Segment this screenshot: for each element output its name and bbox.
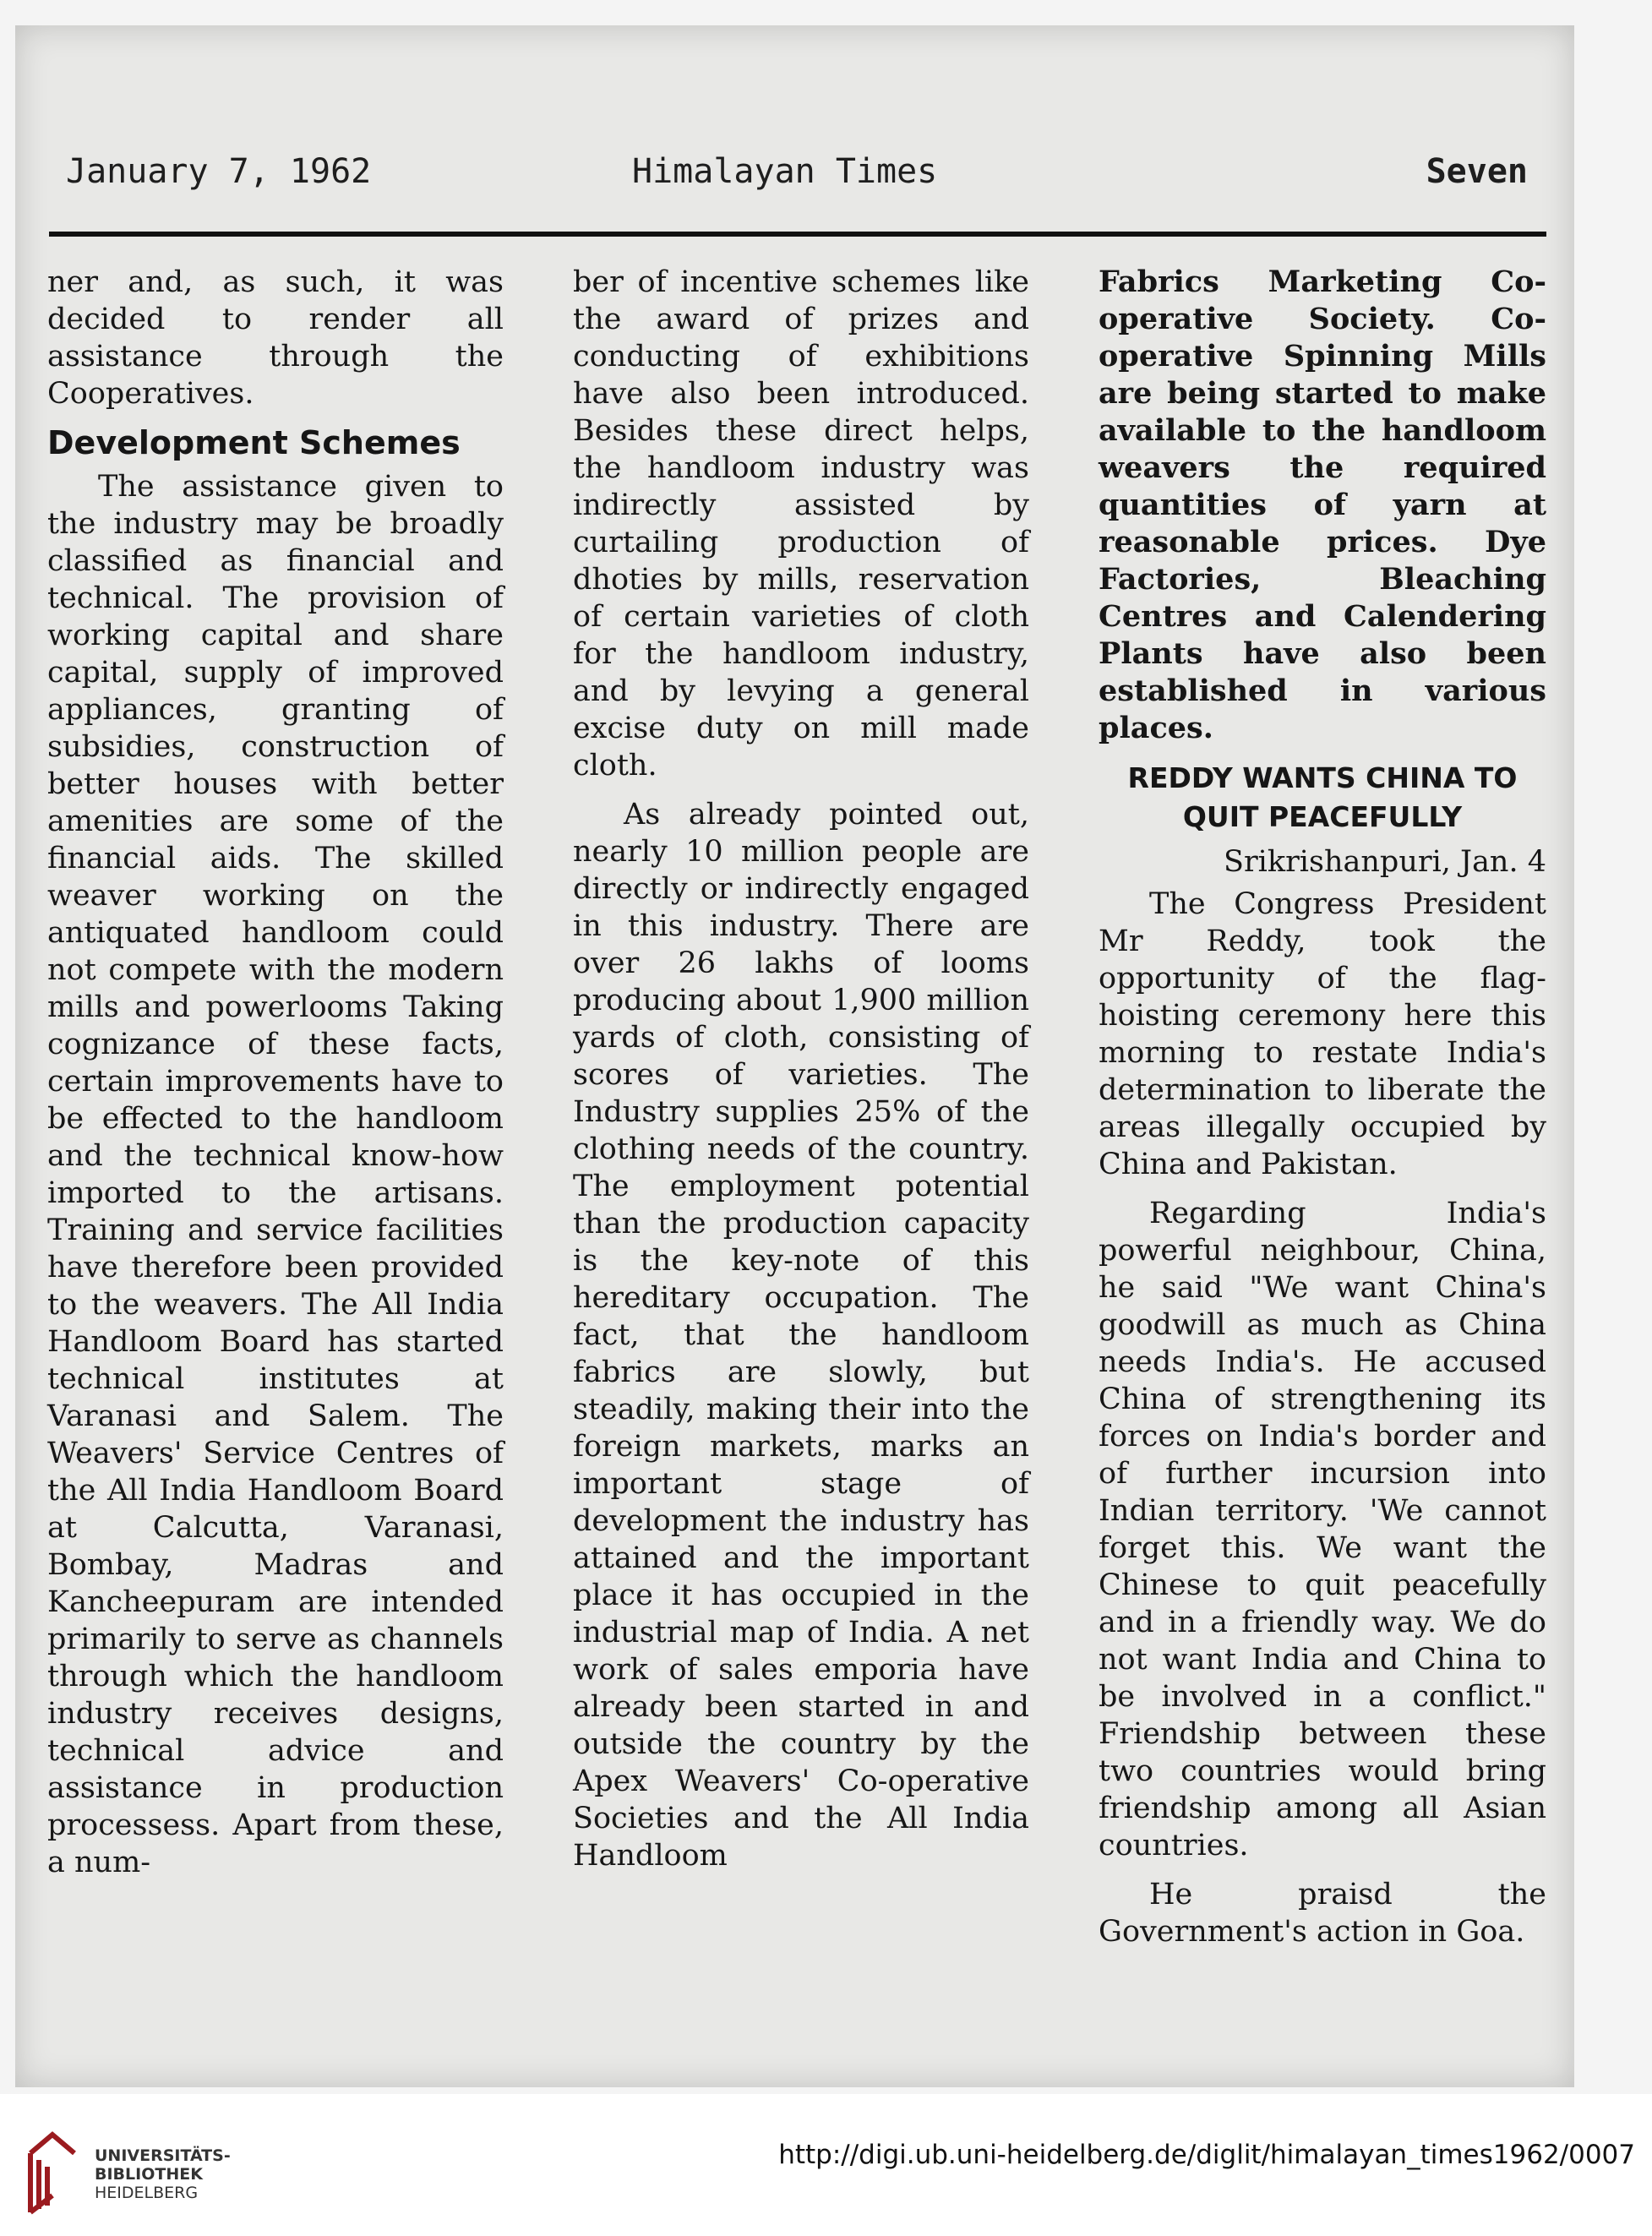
column-1-paragraph-1: ner and, as such, it was decided to render all assistance through the Cooperatives. bbox=[47, 265, 504, 411]
library-name bbox=[95, 2146, 231, 2202]
source-link[interactable]: http://digi.ub.uni-heidelberg.de/diglit/himalayan_times1962/0007 bbox=[778, 2140, 1635, 2170]
column-2 bbox=[573, 264, 1029, 1886]
library-name-line-2: BIBLIOTHEK bbox=[95, 2165, 203, 2184]
masthead bbox=[49, 135, 1536, 203]
column-3-paragraph-4: He praisd the Government's action in Goa. bbox=[1099, 1878, 1546, 1949]
article-headline bbox=[1099, 759, 1546, 837]
headline-line-1: REDDY WANTS CHINA TO bbox=[1127, 761, 1518, 794]
newspaper-name: Himalayan Times bbox=[632, 152, 938, 191]
column-1-paragraph-2: The assistance given to the industry may be broadly classified as financial and technical. The provision of working capital and share capital, supply of improved appliances, granting of subsidies, construction of better houses with better amenities are some of the financial aids. The skilled weaver working on the antiquated handloom could not compete with the modern mills and powerlooms Taking cognizance of these facts, certain improvements have to be effected to the handloom and the technical know-how imported to the artisans. Training and service facilities have therefore been provided to the weavers. The All India Handloom Board has started technical institutes at Varanasi and Salem. The Weavers' Service Centres of the All India Handloom Board at Calcutta, Varanasi, Bombay, Madras and Kancheepuram are intended primarily to serve as channels through which the handloom industry receives designs, technical advice and assistance in production processess. Apart from these, a num- bbox=[47, 470, 504, 1879]
headline-line-2: QUIT PEACEFULLY bbox=[1182, 800, 1463, 833]
column-2-paragraph-2: As already pointed out, nearly 10 million people are directly or indirectly engaged in this industry. There are over 26 lakhs of looms producing about 1,900 million yards of cloth, consisting of scores of varieties. The Industry supplies 25% of the clothing needs of the country. The employment potential than the production capacity is the key-note of this hereditary occupation. The fact, that the handloom fabrics are slowly, but steadily, making their into the foreign markets, marks an important stage of development the industry has attained and the important place it has occupied in the industrial map of India. A net work of sales emporia have already been started in and outside the country by the Apex Weavers' Co-operative Societies and the All India Handloom bbox=[573, 798, 1029, 1873]
issue-date: January 7, 1962 bbox=[66, 152, 372, 191]
newspaper-page bbox=[15, 25, 1574, 2087]
column-1 bbox=[47, 264, 504, 1893]
section-heading: Development Schemes bbox=[47, 424, 461, 461]
library-name-line-3: HEIDELBERG bbox=[95, 2184, 199, 2202]
library-logo-icon bbox=[19, 2128, 86, 2221]
masthead-rule bbox=[49, 232, 1546, 237]
column-3-paragraph-2: The Congress President Mr Reddy, took the opportunity of the flag-hoisting ceremony here this morning to restate India's determination to liberate the areas illegally occupied by China and Pakistan. bbox=[1099, 887, 1546, 1181]
column-3-paragraph-3: Regarding India's powerful neighbour, China, he said "We want China's goodwill as much as China needs India's. He accused China of strengthening its forces on India's border and of further incursion into Indian territory. 'We cannot forget this. We want the Chinese to quit peacefully and in a friendly way. We do not want India and China to be involved in a conflict." Friendship between these two countries would bring friendship among all Asian countries. bbox=[1099, 1197, 1546, 1862]
viewer-footer bbox=[0, 2116, 1652, 2236]
column-3 bbox=[1099, 264, 1546, 1962]
column-2-paragraph-1: ber of incentive schemes like the award of prizes and conducting of exhibitions have also been introduced. Besides these direct helps, the handloom industry was indirectly assisted by curtailing production of dhoties by mills, reservation of certain varieties of cloth for the handloom industry, and by levying a general excise duty on mill made cloth. bbox=[573, 265, 1029, 783]
page-number: Seven bbox=[1426, 152, 1528, 191]
library-name-line-1: UNIVERSITÄTS- bbox=[95, 2146, 231, 2165]
dateline: Srikrishanpuri, Jan. 4 bbox=[1223, 845, 1546, 879]
column-3-paragraph-1: Fabrics Marketing Co-operative Society. Co-operative Spinning Mills are being started to make available to the handloom weavers the required quantities of yarn at reasonable prices. Dye Factories, Bleaching Centres and Calendering Plants have also been established in various places. bbox=[1099, 265, 1546, 745]
